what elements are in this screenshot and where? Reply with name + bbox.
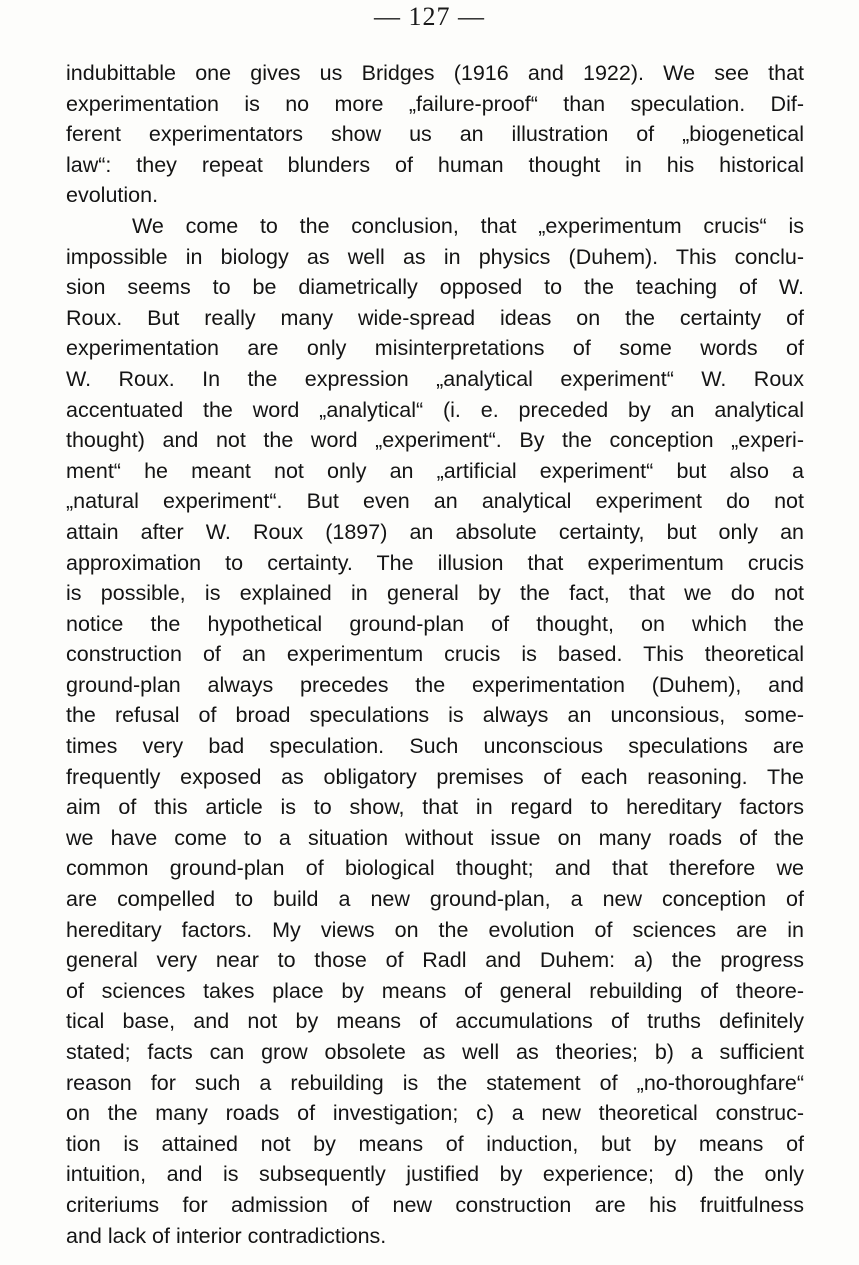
text-line: common ground-plan of biological thought; and that therefore we bbox=[66, 856, 804, 881]
text-line: tion is attained not by means of induction, but by means of bbox=[66, 1131, 804, 1156]
text-line: general very near to those of Radl and Duhem: a) the progress bbox=[66, 948, 804, 973]
text-line: ground-plan always precedes the experimentation (Duhem), and bbox=[66, 672, 804, 697]
text-line: are compelled to build a new ground-plan, a new conception of bbox=[66, 887, 804, 912]
page-number: — 127 — bbox=[374, 2, 485, 31]
text-line: and lack of interior contradictions. bbox=[66, 1223, 387, 1248]
text-line: indubittable one gives us Bridges (1916 and 1922). We see that bbox=[66, 61, 804, 85]
text-line: intuition, and is subsequently justified by experience; d) the only bbox=[66, 1162, 804, 1187]
text-line: experimentation are only misinterpretations of some words of bbox=[66, 336, 804, 361]
text-line: reason for such a rebuilding is the statement of „no-thoroughfare“ bbox=[66, 1070, 804, 1095]
text-line: aim of this article is to show, that in regard to hereditary factors bbox=[66, 795, 804, 820]
text-line: „natural experiment“. But even an analytical experiment do not bbox=[66, 489, 804, 514]
text-line: tical base, and not by means of accumulations of truths definitely bbox=[66, 1009, 804, 1034]
text-line: we have come to a situation without issue on many roads of the bbox=[66, 825, 804, 850]
text-line: law“: they repeat blunders of human thought in his historical bbox=[66, 152, 804, 177]
text-line: W. Roux. In the expression „analytical experiment“ W. Roux bbox=[66, 366, 804, 391]
text-line: ferent experimentators show us an illustration of „biogenetical bbox=[66, 122, 804, 147]
text-line: hereditary factors. My views on the evolution of sciences are in bbox=[66, 917, 804, 942]
text-line: on the many roads of investigation; c) a new theoretical construc- bbox=[66, 1101, 804, 1126]
text-line: ment“ he meant not only an „artificial experiment“ but also a bbox=[66, 458, 804, 483]
text-line: stated; facts can grow obsolete as well as theories; b) a sufficient bbox=[66, 1040, 804, 1064]
text-line: criteriums for admission of new construction are his fruitfulness bbox=[66, 1192, 804, 1217]
text-line: construction of an experimentum crucis is based. This theoretical bbox=[66, 642, 804, 667]
text-line: attain after W. Roux (1897) an absolute certainty, but only an bbox=[66, 519, 804, 544]
text-line: frequently exposed as obligatory premises of each reasoning. The bbox=[66, 764, 804, 789]
text-line: the refusal of broad speculations is always an unconsious, some- bbox=[66, 703, 804, 728]
text-line: times very bad speculation. Such unconscious speculations are bbox=[66, 734, 804, 759]
text-line: notice the hypothetical ground-plan of thought, on which the bbox=[66, 611, 804, 636]
text-line: impossible in biology as well as in physics (Duhem). This conclu- bbox=[66, 244, 804, 269]
text-line: evolution. bbox=[66, 183, 159, 208]
text-line: We come to the conclusion, that „experimentum crucis“ is bbox=[132, 213, 804, 238]
text-line: of sciences takes place by means of general rebuilding of theore- bbox=[66, 978, 804, 1003]
text-line: approximation to certainty. The illusion that experimentum crucis bbox=[66, 550, 804, 575]
text-line: experimentation is no more „failure-proof“ than speculation. Dif- bbox=[66, 91, 804, 116]
text-line: accentuated the word „analytical“ (i. e. preceded by an analytical bbox=[66, 397, 804, 422]
text-line: sion seems to be diametrically opposed to the teaching of W. bbox=[66, 275, 804, 300]
text-line: thought) and not the word „experiment“. By the conception „experi- bbox=[66, 428, 804, 453]
text-line: Roux. But really many wide-spread ideas on the certainty of bbox=[66, 305, 804, 330]
text-line: is possible, is explained in general by the fact, that we do not bbox=[66, 581, 804, 606]
body-text bbox=[66, 58, 804, 1251]
